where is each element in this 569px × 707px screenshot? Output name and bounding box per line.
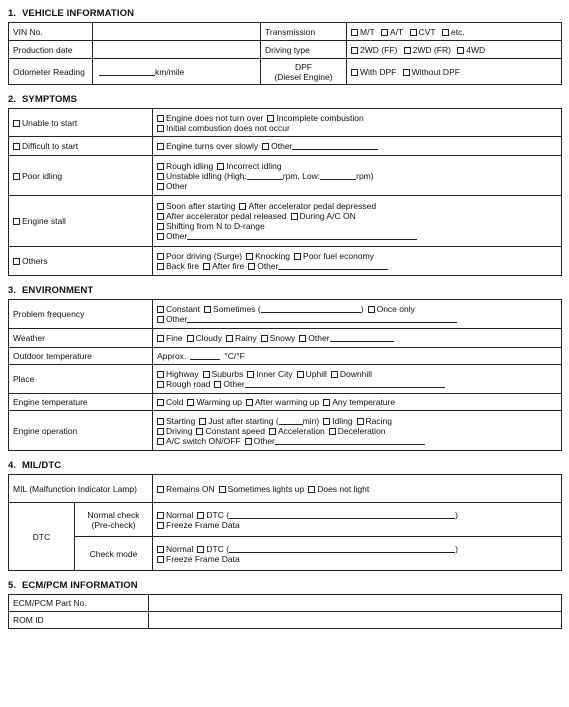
vin-field[interactable] [93, 23, 261, 41]
section-environment-title [8, 285, 561, 296]
vehicle-information-table [8, 22, 562, 85]
poor-idling-option[interactable]: Poor idling [9, 156, 153, 196]
dtc-label: DTC [9, 503, 75, 571]
checkbox-icon[interactable] [329, 428, 336, 435]
engine-temperature-label: Engine temperature [9, 394, 153, 411]
weather-label: Weather [9, 329, 153, 348]
checkbox-icon[interactable] [157, 163, 164, 170]
place-label: Place [9, 365, 153, 394]
checkbox-icon[interactable] [157, 183, 164, 190]
outdoor-temperature-label: Outdoor temperature [9, 348, 153, 365]
checkbox-icon[interactable] [247, 371, 254, 378]
checkbox-icon[interactable] [262, 143, 269, 150]
odometer-label: Odometer Reading [9, 59, 93, 85]
section-number: 2. [8, 94, 17, 105]
other-blank[interactable] [278, 262, 388, 270]
checkbox-icon[interactable] [157, 233, 164, 240]
transmission-cvt-option[interactable]: CVT [410, 27, 436, 37]
checkbox-icon[interactable] [214, 381, 221, 388]
high-rpm-blank[interactable] [247, 172, 283, 180]
checkbox-icon[interactable] [219, 486, 226, 493]
checkbox-icon[interactable] [308, 486, 315, 493]
others-option[interactable]: Others [9, 247, 153, 276]
section-number: 4. [8, 460, 17, 471]
weather-details: Fine Cloudy Rainy Snowy Other [153, 329, 562, 348]
check-mode-label: Check mode [75, 537, 153, 571]
odometer-field[interactable] [93, 59, 261, 85]
checkbox-icon[interactable] [157, 512, 164, 519]
other-blank[interactable] [292, 142, 378, 150]
transmission-etc-option[interactable]: etc. [442, 27, 465, 37]
poor-idling-details: Rough idling Incorrect idling Unstable idling (High: rpm, Low: rpm) Other [153, 156, 562, 196]
checkbox-icon[interactable] [269, 428, 276, 435]
drive-2wd-fr-option[interactable]: 2WD (FR) [404, 45, 451, 55]
checkbox-icon[interactable] [351, 47, 358, 54]
dtc-code-blank[interactable] [229, 511, 455, 519]
checkbox-icon[interactable] [246, 253, 253, 260]
checkbox-icon[interactable] [157, 546, 164, 553]
checkbox-icon[interactable] [331, 371, 338, 378]
checkbox-icon[interactable] [157, 486, 164, 493]
engine-operation-label: Engine operation [9, 411, 153, 451]
check-mode-options: Normal DTC ( ) Freeze Frame Data [153, 537, 562, 571]
place-details: Highway Suburbs Inner City Uphill Downhill Rough road Other [153, 365, 562, 394]
section-number: 1. [8, 8, 17, 19]
section-title-text: SYMPTOMS [22, 94, 77, 105]
engine-stall-details: Soon after starting After accelerator pedal depressed After accelerator pedal released During A/C ON Shifting from N to D-range Other [153, 196, 562, 247]
checkbox-icon[interactable] [13, 218, 20, 225]
checkbox-icon[interactable] [157, 335, 164, 342]
drive-4wd-option[interactable]: 4WD [457, 45, 485, 55]
checkbox-icon[interactable] [197, 512, 204, 519]
low-rpm-blank[interactable] [320, 172, 356, 180]
ecm-pcm-part-number-label: ECM/PCM Part No. [9, 595, 149, 612]
environment-table [8, 299, 562, 451]
ecm-pcm-part-number-field[interactable] [149, 595, 562, 612]
other-blank[interactable] [245, 380, 445, 388]
checkbox-icon[interactable] [157, 213, 164, 220]
section-number: 3. [8, 285, 17, 296]
without-dpf-option[interactable]: Without DPF [403, 67, 460, 77]
checkbox-icon[interactable] [291, 213, 298, 220]
other-blank[interactable] [187, 232, 417, 240]
checkbox-icon[interactable] [357, 418, 364, 425]
checkbox-icon[interactable] [157, 263, 164, 270]
engine-temperature-details: Cold Warming up After warming up Any temperature [153, 394, 562, 411]
ecm-pcm-table [8, 594, 562, 629]
unable-to-start-option[interactable]: Unable to start [9, 109, 153, 137]
rom-id-field[interactable] [149, 612, 562, 629]
checkbox-icon[interactable] [246, 399, 253, 406]
checkbox-icon[interactable] [157, 223, 164, 230]
problem-frequency-label: Problem frequency [9, 300, 153, 329]
checkbox-icon[interactable] [13, 120, 20, 127]
odometer-blank[interactable] [99, 68, 155, 76]
checkbox-icon[interactable] [261, 335, 268, 342]
checkbox-icon[interactable] [13, 258, 20, 265]
section-title-text: ECM/PCM INFORMATION [22, 580, 138, 591]
checkbox-icon[interactable] [203, 371, 210, 378]
mil-dtc-table [8, 474, 562, 571]
checkbox-icon[interactable] [157, 115, 164, 122]
checkbox-icon[interactable] [442, 29, 449, 36]
normal-check-options: Normal DTC ( ) Freeze Frame Data [153, 503, 562, 537]
checkbox-icon[interactable] [404, 47, 411, 54]
checkbox-icon[interactable] [217, 163, 224, 170]
checkbox-icon[interactable] [157, 203, 164, 210]
checkbox-icon[interactable] [157, 253, 164, 260]
vin-label: VIN No. [9, 23, 93, 41]
checkbox-icon[interactable] [239, 203, 246, 210]
rom-id-label: ROM ID [9, 612, 149, 629]
checkbox-icon[interactable] [157, 556, 164, 563]
checkbox-icon[interactable] [157, 418, 164, 425]
checkbox-icon[interactable] [157, 371, 164, 378]
checkbox-icon[interactable] [351, 69, 358, 76]
other-blank[interactable] [187, 315, 457, 323]
checkbox-icon[interactable] [323, 399, 330, 406]
km-unit: km/mile [155, 66, 185, 77]
checkbox-icon[interactable] [323, 418, 330, 425]
symptoms-table [8, 108, 562, 276]
mil-options: Remains ON Sometimes lights up Does not light [153, 475, 562, 503]
dpf-options [347, 59, 562, 85]
normal-check-label: Normal check (Pre-check) [75, 503, 153, 537]
checkbox-icon[interactable] [187, 399, 194, 406]
checkbox-icon[interactable] [204, 306, 211, 313]
with-dpf-option[interactable]: With DPF [351, 67, 396, 77]
problem-frequency-details: Constant Sometimes ( ) Once only Other [153, 300, 562, 329]
minutes-blank[interactable] [279, 417, 303, 425]
checkbox-icon[interactable] [197, 546, 204, 553]
section-number: 5. [8, 580, 17, 591]
checkbox-icon[interactable] [403, 69, 410, 76]
checkbox-icon[interactable] [381, 29, 388, 36]
temperature-blank[interactable] [190, 352, 220, 360]
checkbox-icon[interactable] [294, 253, 301, 260]
checkbox-icon[interactable] [226, 335, 233, 342]
section-vehicle-information-title [8, 8, 561, 19]
checkbox-icon[interactable] [157, 438, 164, 445]
checkbox-icon[interactable] [368, 306, 375, 313]
section-title-text: VEHICLE INFORMATION [22, 8, 135, 19]
production-date-label: Production date [9, 41, 93, 59]
production-date-field[interactable] [93, 41, 261, 59]
checkbox-icon[interactable] [245, 438, 252, 445]
driving-type-options [347, 41, 562, 59]
dtc-code-blank[interactable] [229, 545, 455, 553]
engine-operation-details: Starting Just after starting ( min) Idling Racing Driving Constant speed Acceleration Deceleration A/C switch ON/OFF Other [153, 411, 562, 451]
other-blank[interactable] [275, 437, 425, 445]
checkbox-icon[interactable] [299, 335, 306, 342]
driving-type-label: Driving type [261, 41, 347, 59]
section-mil-dtc-title [8, 460, 561, 471]
drive-2wd-ff-option[interactable]: 2WD (FF) [351, 45, 397, 55]
checkbox-icon[interactable] [351, 29, 358, 36]
checkbox-icon[interactable] [157, 428, 164, 435]
section-title-text: ENVIRONMENT [22, 285, 94, 296]
checkbox-icon[interactable] [199, 418, 206, 425]
checkbox-icon[interactable] [410, 29, 417, 36]
checkbox-icon[interactable] [457, 47, 464, 54]
transmission-options [347, 23, 562, 41]
transmission-label: Transmission [261, 23, 347, 41]
checkbox-icon[interactable] [157, 306, 164, 313]
dpf-label: DPF (Diesel Engine) [261, 59, 347, 85]
sometimes-blank[interactable] [261, 305, 361, 313]
transmission-mt-option[interactable]: M/T [351, 27, 375, 37]
others-details: Poor driving (Surge) Knocking Poor fuel economy Back fire After fire Other [153, 247, 562, 276]
checkbox-icon[interactable] [187, 335, 194, 342]
mil-label: MIL (Malfunction Indicator Lamp) [9, 475, 153, 503]
outdoor-temperature-details: Approx. °C/°F [153, 348, 562, 365]
checkbox-icon[interactable] [157, 125, 164, 132]
transmission-at-option[interactable]: A/T [381, 27, 403, 37]
checkbox-icon[interactable] [267, 115, 274, 122]
section-title-text: MIL/DTC [22, 460, 62, 471]
engine-stall-option[interactable]: Engine stall [9, 196, 153, 247]
unable-to-start-details: Engine does not turn over Incomplete combustion Initial combustion does not occur [153, 109, 562, 137]
section-symptoms-title [8, 94, 561, 105]
checkbox-icon[interactable] [157, 522, 164, 529]
checkbox-icon[interactable] [157, 316, 164, 323]
checkbox-icon[interactable] [13, 173, 20, 180]
checkbox-icon[interactable] [13, 143, 20, 150]
difficult-to-start-option[interactable]: Difficult to start [9, 137, 153, 156]
checkbox-icon[interactable] [157, 143, 164, 150]
checkbox-icon[interactable] [157, 173, 164, 180]
other-blank[interactable] [330, 334, 394, 342]
checkbox-icon[interactable] [297, 371, 304, 378]
difficult-to-start-details: Engine turns over slowly Other [153, 137, 562, 156]
checkbox-icon[interactable] [248, 263, 255, 270]
checkbox-icon[interactable] [157, 381, 164, 388]
checkbox-icon[interactable] [203, 263, 210, 270]
checkbox-icon[interactable] [157, 399, 164, 406]
section-ecm-pcm-title [8, 580, 561, 591]
checkbox-icon[interactable] [196, 428, 203, 435]
